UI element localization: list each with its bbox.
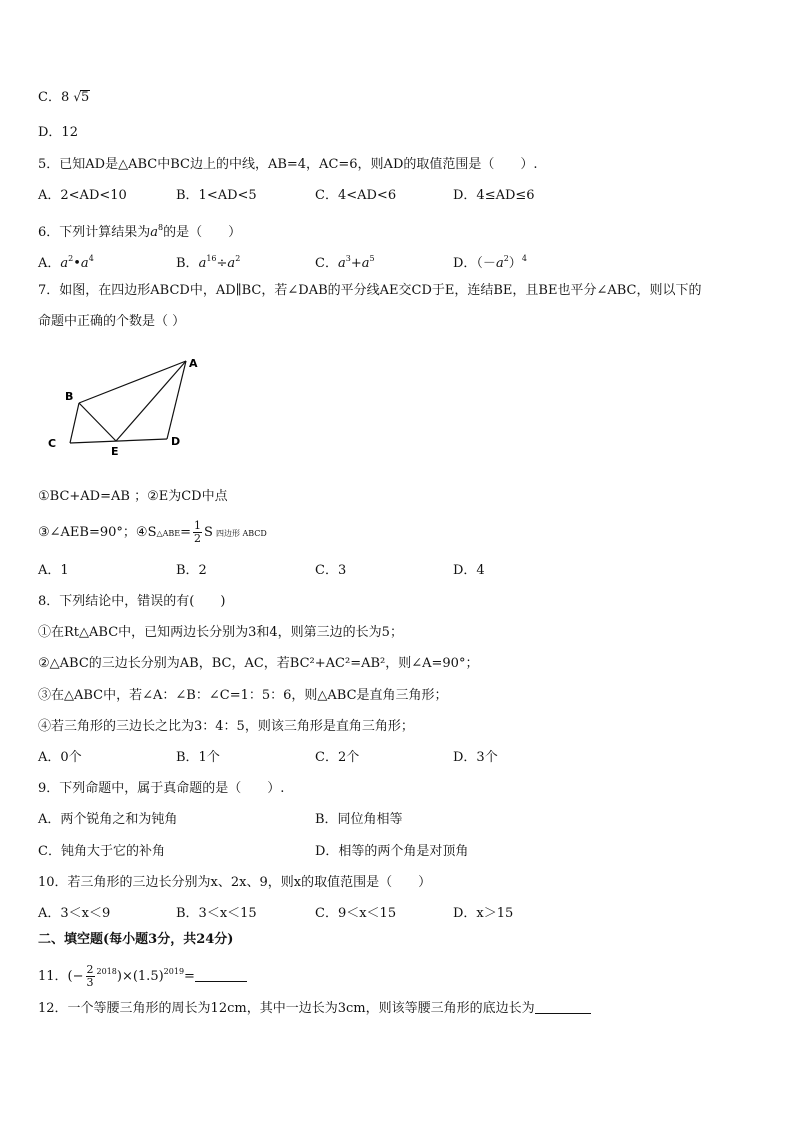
q8-option-b: B．1个 (176, 750, 220, 765)
label-e: E (111, 445, 119, 458)
q7-option-c: C．3 (315, 563, 347, 578)
q4-option-c-label: C．8 (38, 90, 70, 105)
label-b: B (65, 390, 74, 403)
q7-fraction: $\frac{1}{2}$ (194, 519, 202, 545)
q12-answer-blank[interactable] (535, 1001, 591, 1014)
q11-fraction: $\frac{2}{3}$ (86, 963, 94, 989)
q12: 12．一个等腰三角形的周长为12cm，其中一边长为3cm，则该等腰三角形的底边长为 (38, 1000, 591, 1018)
q7-option-b: B．2 (176, 563, 207, 578)
q8-option-d: D．3个 (453, 750, 498, 765)
edge-ba (79, 361, 186, 403)
q6-option-a: A．$a^2•a^4$ (38, 254, 94, 271)
q7-statements-3-4: ③∠AEB=90°；④S△ABE= $\frac{1}{2}$ S 四边形 ABCD (38, 519, 267, 545)
label-d: D (171, 435, 181, 448)
q5-option-c: C．4<AD<6 (315, 188, 397, 203)
q7-option-a: A．1 (38, 563, 69, 578)
edge-be (79, 403, 116, 441)
q10-option-d: D．x＞15 (453, 906, 514, 921)
q6-stem: 6．下列计算结果为$a^8$的是（ ） (38, 223, 242, 240)
edge-cb (70, 403, 79, 443)
label-a: A (189, 357, 198, 370)
q7-figure (40, 352, 210, 460)
q8-item-2: ②△ABC的三边长分别为AB，BC，AC，若BC²+AC²=AB²，则∠A=90°； (38, 656, 479, 671)
q11: 11．(− $\frac{2}{3}$ $^{2018})\times(1.5)^{2019}=$ (38, 959, 247, 990)
q8-item-3: ③在△ABC中，若∠A：∠B：∠C=1：5：6，则△ABC是直角三角形； (38, 688, 448, 703)
q8-option-c: C．2个 (315, 750, 360, 765)
q4-option-d: D．12 (38, 125, 78, 140)
q7-option-d: D．4 (453, 563, 485, 578)
q9-option-a: A．两个锐角之和为钝角 (38, 812, 178, 827)
q5-option-b: B．1<AD<5 (176, 188, 257, 203)
edge-ae (116, 361, 186, 441)
label-c: C (48, 437, 57, 450)
q7-stem-line1: 7．如图，在四边形ABCD中，AD∥BC，若∠DAB的平分线AE交CD于E，连结BE，且BE也平分∠ABC，则以下的 (38, 283, 702, 298)
q10-option-c: C．9＜x＜15 (315, 906, 397, 921)
q9-stem: 9．下列命题中，属于真命题的是（ ）. (38, 781, 285, 796)
edge-cd (70, 439, 167, 443)
q8-stem: 8．下列结论中，错误的有( ) (38, 594, 226, 609)
q9-option-b: B．同位角相等 (315, 812, 403, 827)
q10-stem: 10．若三角形的三边长分别为x、2x、9，则x的取值范围是（ ） (38, 875, 432, 890)
q5-stem: 5．已知AD是△ABC中BC边上的中线，AB=4，AC=6，则AD的取值范围是（ ）. (38, 157, 538, 172)
q10-option-b: B．3＜x＜15 (176, 906, 257, 921)
q11-answer-blank[interactable] (195, 969, 247, 982)
q9-option-d: D．相等的两个角是对顶角 (315, 844, 469, 859)
q5-option-a: A．2<AD<10 (38, 188, 127, 203)
q9-option-c: C．钝角大于它的补角 (38, 844, 165, 859)
q7-statements-1-2: ①BC+AD=AB ；②E为CD中点 (38, 489, 228, 504)
q6-option-d: D．$(-a^2)^4$ (453, 254, 527, 271)
section-fill-blank-heading: 二、填空题(每小题3分，共24分) (38, 932, 234, 947)
q4-option-c: C．8 √5 (38, 90, 90, 105)
q6-option-c: C．$a^3+a^5$ (315, 254, 375, 271)
q6-option-b: B．$a^{16}\div a^2$ (176, 254, 241, 271)
q8-option-a: A．0个 (38, 750, 82, 765)
q4-option-c-radicand: 5 (81, 90, 90, 105)
q8-item-4: ④若三角形的三边长之比为3：4：5，则该三角形是直角三角形； (38, 719, 414, 734)
q7-stem-line2: 命题中正确的个数是（ ） (38, 314, 186, 329)
q10-option-a: A．3＜x＜9 (38, 906, 111, 921)
q8-item-1: ①在Rt△ABC中，已知两边长分别为3和4，则第三边的长为5； (38, 625, 403, 640)
q5-option-d: D．4≤AD≤6 (453, 188, 535, 203)
